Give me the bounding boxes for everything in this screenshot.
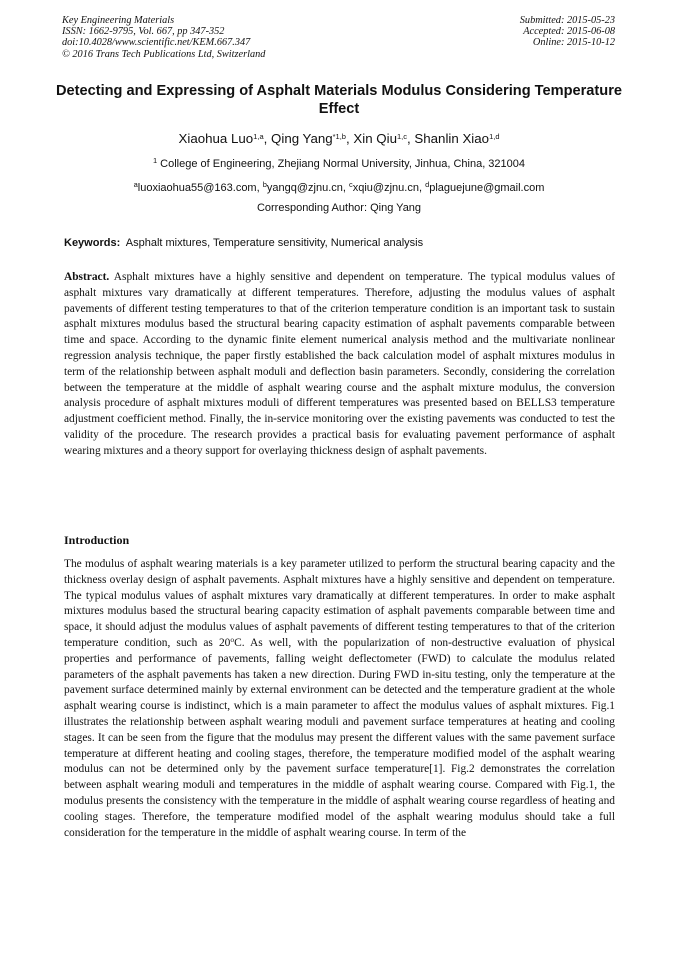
author-separator: , — [263, 131, 272, 146]
introduction-heading: Introduction — [64, 533, 130, 547]
email-address[interactable]: luoxiaohua55@163.com, — [137, 182, 263, 194]
keywords-text: Asphalt mixtures, Temperature sensitivity, Numerical analysis — [125, 237, 424, 249]
email-address[interactable]: yangq@zjnu.cn, — [266, 182, 349, 194]
author-superscript: 1,d — [489, 132, 500, 141]
online-date: Online: 2015-10-12 — [532, 37, 615, 49]
introduction-text-continued: C. As well, with the popularization of non-destructive evaluation of physical properties and performance of pavements, falling weight deflectometer (FWD) to calculate the modulus related parameters of the asphalt pavements has taken a new direction. During FWD in-situ testing, only the temperature at the pavement surface determined mainly by external environment can be detected and the temperature gradient at the whole asphalt wearing course is indistinct, which is a main parameter to affect the modulus values of asphalt mixtures. Fig.1 illustrates the relationship between asphalt wearing moduli and pavement surface temperatures at heating and cooling stages. It can be seen from the figure that the modulus may present the different values with the same pavement surface temperature at different heating and cooling stages, therefore, the temperature modified model of the asphalt wearing modulus can not be determined only by the pavement surface temperature[1]. Fig.2 demonstrates the correlation between asphalt wearing moduli and temperatures in the middle of asphalt wearing course. Compared with Fig.1, the modulus presents the consistency with the temperature in the middle of asphalt wearing course regardless of heating and cooling stages. Therefore, the temperature modified model of the asphalt wearing modulus should take a full consideration for the temperature in the middle of asphalt wearing course. In term of the — [64, 636, 615, 839]
email-address[interactable]: plaguejune@gmail.com — [429, 182, 545, 194]
keywords-label: Keywords: — [64, 237, 121, 249]
email-superscript: d — [425, 180, 430, 189]
abstract-text: Asphalt mixtures have a highly sensitive and dependent on temperature. The typical modulus values of asphalt mixtures vary dramatically at different temperatures. Therefore, adjusting the modulus values of asphalt pavements of different testing temperatures to that of the criterion temperature condition is an important task to sustain asphalt mixtures modulus based the structural bearing capacity estimation of asphalt pavements comparable between time and space. According to the dynamic finite element numerical analysis method and the multivariate nonlinear regression analysis technique, the paper firstly established the back calculation model of asphalt mixtures modulus in term of the relationship between asphalt moduli and deflection basin parameters. Secondly, considering the correlation between the temperature at the middle of asphalt wearing course and the asphalt mixture modulus, the conversion analysis procedure of asphalt mixtures moduli of different temperatures was presented based on BELLS3 temperature adjustment coefficient method. Finally, the in-service monitoring over the existing pavements was conducted to test the validity of the procedure. The research provides a practical basis for evaluating pavement performance of asphalt wearing mixtures and a theory support for overlaying thickness design of asphalt pavements. — [64, 271, 615, 457]
accepted-date: Accepted: 2015-06-08 — [523, 26, 615, 38]
author-list — [20, 131, 658, 147]
corresponding-author: Corresponding Author: Qing Yang — [256, 202, 422, 214]
introduction-paragraph — [64, 557, 615, 841]
degree-superscript: o — [230, 634, 235, 644]
affiliation — [20, 157, 658, 171]
affiliation-superscript: 1 — [152, 156, 158, 165]
abstract-paragraph — [64, 270, 615, 460]
journal-doi[interactable]: doi:10.4028/www.scientific.net/KEM.667.347 — [62, 37, 251, 49]
author-name: Xiaohua Luo — [178, 131, 254, 146]
author-superscript: 1,a — [253, 132, 264, 141]
abstract-label: Abstract. — [64, 271, 110, 283]
journal-name: Key Engineering Materials — [62, 15, 175, 26]
journal-header-right — [520, 15, 615, 49]
email-superscript: a — [133, 180, 138, 189]
introduction-text: The modulus of asphalt wearing materials is a key parameter utilized to perform the structural bearing capacity and the thickness overlay design of asphalt pavements. Asphalt mixtures have a highly sensitive and dependent on temperature. The typical modulus values of asphalt mixtures vary dramatically at different temperatures. In order to make asphalt mixtures modulus based the structural bearing capacity estimation of asphalt pavements comparable between time and space, it should adjust the modulus values of asphalt pavements of different testing temperatures to that of the criterion temperature condition, such as 20 — [64, 558, 615, 649]
author-name: Qing Yang — [271, 131, 333, 146]
author-name: Shanlin Xiao — [414, 131, 490, 146]
journal-header-left — [62, 15, 265, 60]
author-emails — [20, 181, 658, 195]
paper-title: Detecting and Expressing of Asphalt Materials Modulus Considering Temperature Effect — [55, 83, 622, 117]
author-superscript: *1,b — [332, 132, 346, 141]
email-superscript: c — [349, 180, 353, 189]
keywords-line — [64, 236, 423, 250]
journal-copyright: © 2016 Trans Tech Publications Ltd, Switzerland — [62, 48, 266, 60]
affiliation-text: College of Engineering, Zhejiang Normal University, Jinhua, China, 321004 — [157, 158, 526, 170]
author-name: Xin Qiu — [353, 131, 397, 146]
author-separator: , — [345, 131, 354, 146]
submitted-date: Submitted: 2015-05-23 — [519, 15, 615, 26]
email-address[interactable]: xqiu@zjnu.cn, — [352, 182, 426, 194]
author-superscript: 1,c — [396, 132, 407, 141]
journal-issn: ISSN: 1662-9795, Vol. 667, pp 347-352 — [62, 26, 225, 38]
author-separator: , — [407, 131, 415, 146]
email-superscript: b — [262, 180, 267, 189]
